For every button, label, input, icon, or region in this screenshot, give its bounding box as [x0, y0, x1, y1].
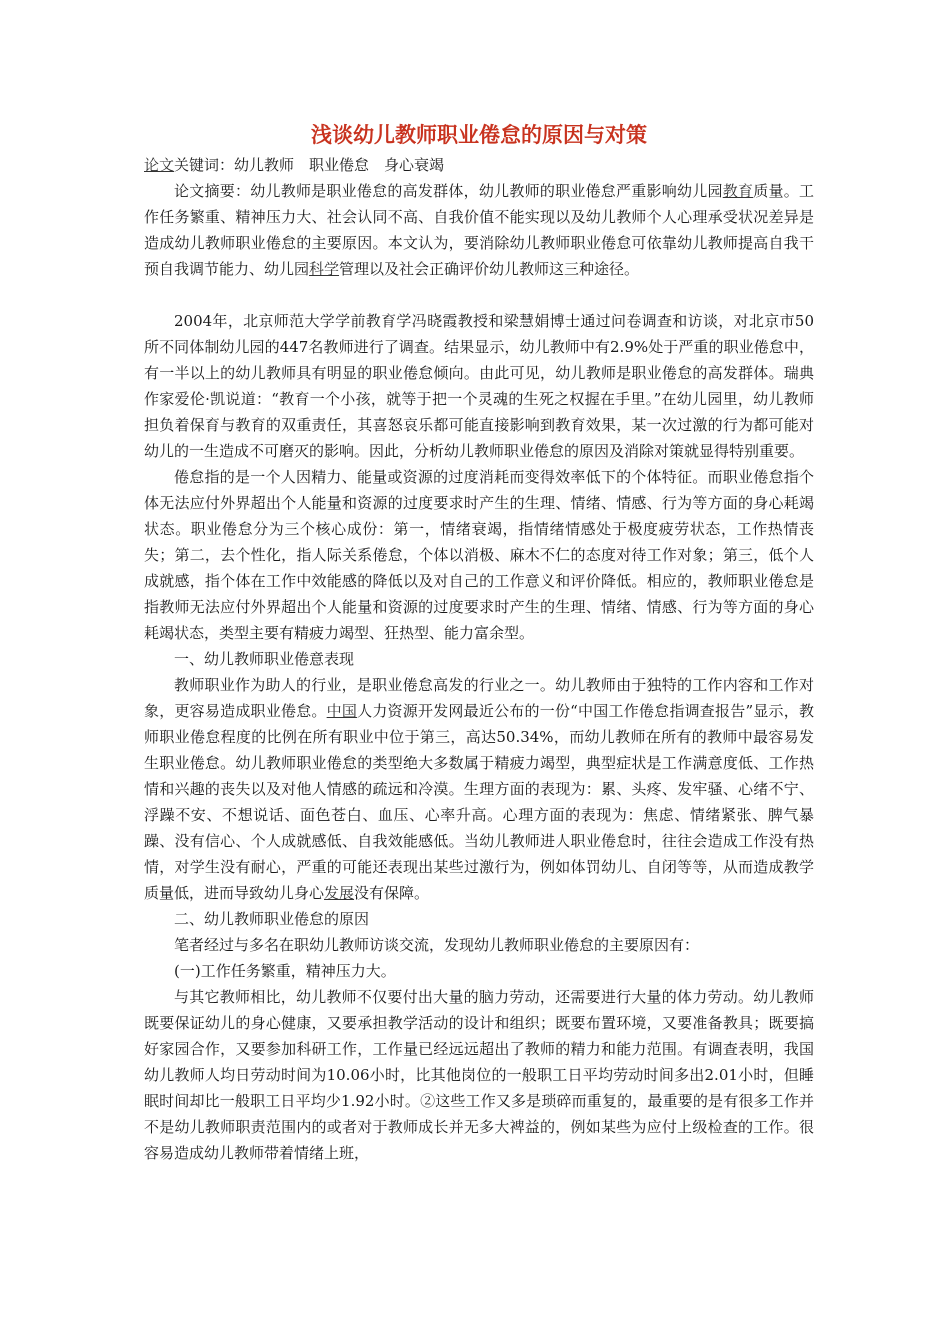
document-title: 浅谈幼儿教师职业倦怠的原因与对策 [311, 123, 647, 147]
body-paragraph: 2004年，北京师范大学学前教育学冯晓霞教授和梁慧娟博士通过问卷调查和访谈，对北京市50所不同体制幼儿园的447名教师进行了调查。结果显示，幼儿教师中有2.9%处于严重的职业倦怠中，有一半以上的幼儿教师具有明显的职业倦怠倾向。由此可见，幼儿教师是职业倦怠的高发群体。瑞典作家爱伦·凯说道：“教育一个小孩，就等于把一个灵魂的生死之权握在手里。”在幼儿园里，幼儿教师担负着保育与教育的双重责任，其喜怒哀乐都可能直接影响到教育效果，某一次过激的行为都可能对幼儿的一生造成不可磨灭的影响。因此，分析幼儿教师职业倦怠的原因及消除对策就显得特别重要。 [144, 312, 814, 460]
keywords-text: 关键词：幼儿教师 职业倦怠 身心衰竭 [174, 156, 445, 174]
section-heading: 一、幼儿教师职业倦意表现 [174, 650, 355, 668]
abstract-text: 管理以及社会正确评价幼儿教师这三种途径。 [339, 260, 640, 278]
abstract-paragraph [144, 178, 814, 282]
keywords-line [144, 152, 814, 178]
document-page [144, 118, 814, 1166]
body-paragraph [144, 672, 814, 906]
body-paragraph: 与其它教师相比，幼儿教师不仅要付出大量的脑力劳动，还需要进行大量的体力劳动。幼儿教师既要保证幼儿的身心健康，又要承担教学活动的设计和组织；既要布置环境，又要准备教具；既要搞好家园合作，又要参加科研工作，工作量已经远远超出了教师的精力和能力范围。有调查表明，我国幼儿教师人均日劳动时间为10.06小时，比其他岗位的一般职工日平均劳动时间多出2.01小时，但睡眠时间却比一般职工日平均少1.92小时。②这些工作又多是琐碎而重复的，最重要的是有很多工作并不是幼儿教师职责范围内的或者对于教师成长并无多大裨益的，例如某些为应付上级检查的工作。很容易造成幼儿教师带着情绪上班， [144, 988, 814, 1162]
science-link[interactable]: 科学 [309, 260, 340, 278]
paragraph-text: 教师职业作为助人的行业，是职业倦怠高发的行业之一。幼儿教师由于独特的工作内容和工作对象，更容易造成职业倦怠。 [144, 676, 814, 720]
paragraph-text: 人力资源开发网最近公布的一份“中国工作倦怠指调查报告”显示，教师职业倦怠程度的比例在所有职业中位于第三，高达50.34%，而幼儿教师在所有的教师中最容易发生职业倦怠。幼儿教师职业倦怠的类型绝大多数属于精疲力竭型，典型症状是工作满意度低、工作热情和兴趣的丧失以及对他人情感的疏远和冷漠。生理方面的表现为：累、头疼、发牢骚、心绪不宁、浮躁不安、不想说话、面色苍白、血压、心率升高。心理方面的表现为：焦虑、情绪紧张、脾气暴躁、没有信心、个人成就感低、自我效能感低。当幼儿教师进人职业倦怠时，往往会造成工作没有热情，对学生没有耐心，严重的可能还表现出某些过激行为，例如体罚幼儿、自闭等等，从而造成教学质量低，进而导致幼儿身心 [144, 702, 814, 902]
keywords-link[interactable]: 论文 [144, 156, 175, 174]
body-paragraph: 笔者经过与多名在职幼儿教师访谈交流，发现幼儿教师职业倦怠的主要原因有： [174, 936, 700, 954]
education-link[interactable]: 教育 [722, 182, 754, 200]
abstract-text: 论文摘要：幼儿教师是职业倦怠的高发群体，幼儿教师的职业倦怠严重影响幼儿园 [174, 182, 723, 200]
paragraph-text: 没有保障。 [354, 884, 430, 902]
spacer [144, 282, 814, 308]
development-link[interactable]: 发展 [324, 884, 355, 902]
china-link[interactable]: 中国 [326, 702, 358, 720]
section-heading: 二、幼儿教师职业倦怠的原因 [174, 910, 370, 928]
body-paragraph: 倦怠指的是一个人因精力、能量或资源的过度消耗而变得效率低下的个体特征。而职业倦怠指个体无法应付外界超出个人能量和资源的过度要求时产生的生理、情绪、情感、行为等方面的身心耗竭状态。职业倦怠分为三个核心成份：第一，情绪衰竭，指情绪情感处于极度疲劳状态，工作热情丧失；第二，去个性化，指人际关系倦怠，个体以消极、麻木不仁的态度对待工作对象；第三，低个人成就感，指个体在工作中效能感的降低以及对自己的工作意义和评价降低。相应的，教师职业倦怠是指教师无法应付外界超出个人能量和资源的过度要求时产生的生理、情绪、情感、行为等方面的身心耗竭状态，类型主要有精疲力竭型、狂热型、能力富余型。 [144, 468, 814, 642]
subsection-heading: (一)工作任务繁重，精神压力大。 [174, 962, 396, 980]
abstract-text: 质量。工作任务繁重、精神压力大、社会认同不高、自我价值不能实现以及幼儿教师个人心理承受状况差异是造成幼儿教师职业倦怠的主要原因。本文认为，要消除幼儿教师职业倦怠可依靠幼儿教师提高自我干预自我调节能力、幼儿园 [144, 182, 814, 278]
